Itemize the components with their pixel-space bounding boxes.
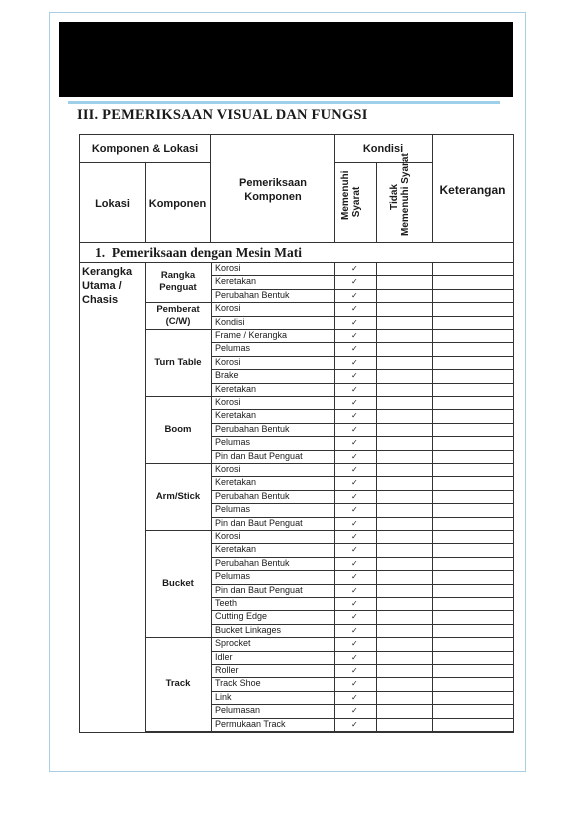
- pemeriksaan-item: Frame / Kerangka: [215, 330, 288, 340]
- pemeriksaan-item: Pelumas: [215, 437, 251, 448]
- pemeriksaan-item: Keretakan: [215, 477, 257, 488]
- pemeriksaan-item: Roller: [215, 665, 239, 675]
- check-mark-icon: ✓: [351, 558, 358, 568]
- header-memenuhi-text: Memenuhi Syarat: [340, 170, 362, 220]
- komponen-cell: Boom: [164, 423, 192, 435]
- pemeriksaan-item: Keretakan: [215, 383, 257, 394]
- komponen-cell: Turn Table: [154, 356, 202, 368]
- header-tidak-memenuhi: [389, 153, 411, 236]
- header-memenuhi: [340, 163, 362, 241]
- komponen-cell: Rangka Penguat: [159, 270, 197, 294]
- check-mark-icon: ✓: [351, 639, 358, 649]
- row-divider: [211, 409, 513, 410]
- check-mark-icon: ✓: [351, 478, 358, 488]
- pemeriksaan-item: Bucket Linkages: [215, 624, 282, 635]
- row-divider: [211, 651, 513, 652]
- section-title: III. PEMERIKSAAN VISUAL DAN FUNGSI: [77, 107, 368, 123]
- row-divider: [211, 369, 513, 370]
- pemeriksaan-item: Pin dan Baut Penguat: [215, 517, 303, 528]
- check-mark-icon: ✓: [351, 398, 358, 407]
- check-mark-icon: ✓: [351, 290, 358, 300]
- row-divider: [211, 597, 513, 598]
- check-mark-icon: ✓: [351, 371, 358, 381]
- header-komponen: Komponen: [148, 198, 207, 210]
- row-divider: [211, 691, 513, 692]
- header-pemeriksaan: Pemeriksaan Komponen: [239, 177, 307, 203]
- check-mark-icon: ✓: [351, 599, 358, 608]
- redacted-header-block: [59, 22, 513, 97]
- row-divider: [211, 275, 513, 276]
- check-mark-icon: ✓: [351, 277, 358, 287]
- pemeriksaan-item: Pelumas: [215, 571, 251, 582]
- pemeriksaan-item: Perubahan Bentuk: [215, 289, 290, 300]
- check-mark-icon: ✓: [351, 572, 358, 582]
- check-mark-icon: ✓: [351, 719, 358, 729]
- column-divider: [432, 262, 433, 731]
- pemeriksaan-item: Keretakan: [215, 410, 257, 421]
- pemeriksaan-item: Sprocket: [215, 638, 251, 649]
- pemeriksaan-item: Pelumas: [215, 343, 251, 354]
- row-divider: [211, 383, 513, 384]
- pemeriksaan-item: Perubahan Bentuk: [215, 423, 290, 434]
- pemeriksaan-item: Korosi: [215, 397, 241, 407]
- header-komponen-lokasi: Komponen & Lokasi: [91, 143, 199, 155]
- subsection-title: 1. Pemeriksaan dengan Mesin Mati: [95, 245, 302, 260]
- check-mark-icon: ✓: [351, 505, 358, 515]
- check-mark-icon: ✓: [351, 532, 358, 541]
- pemeriksaan-item: Korosi: [215, 356, 241, 367]
- check-mark-icon: ✓: [351, 317, 358, 327]
- header-tidak-text: Tidak: [389, 184, 400, 210]
- pemeriksaan-item: Track Shoe: [215, 678, 261, 689]
- pemeriksaan-item: Pin dan Baut Penguat: [215, 450, 303, 461]
- pemeriksaan-item: Keretakan: [215, 544, 257, 555]
- check-mark-icon: ✓: [351, 706, 358, 716]
- row-divider: [211, 342, 513, 343]
- check-mark-icon: ✓: [351, 451, 358, 461]
- row-divider: [211, 436, 513, 437]
- pemeriksaan-item: Korosi: [215, 303, 241, 314]
- komponen-cell: Pemberat (C/W): [156, 303, 200, 327]
- check-mark-icon: ✓: [351, 357, 358, 367]
- header-tidak-memenuhi-text: Memenuhi Syarat: [400, 153, 411, 236]
- pemeriksaan-item: Link: [215, 691, 232, 702]
- pemeriksaan-item: Kondisi: [215, 316, 245, 327]
- komponen-cell: Arm/Stick: [155, 490, 201, 502]
- header-keterangan: Keterangan: [439, 183, 506, 197]
- row-divider: [211, 316, 513, 317]
- column-divider: [376, 262, 377, 731]
- check-mark-icon: ✓: [351, 585, 358, 595]
- pemeriksaan-item: Brake: [215, 370, 239, 381]
- check-mark-icon: ✓: [351, 679, 358, 689]
- row-divider: [211, 664, 513, 665]
- header-lokasi: Lokasi: [95, 198, 130, 210]
- check-mark-icon: ✓: [351, 344, 358, 354]
- check-mark-icon: ✓: [351, 625, 358, 635]
- check-mark-icon: ✓: [351, 692, 358, 702]
- pemeriksaan-item: Pelumas: [215, 504, 251, 515]
- pemeriksaan-item: Permukaan Track: [215, 718, 286, 729]
- lokasi-label: Kerangka Utama / Chasis: [82, 266, 133, 306]
- check-mark-icon: ✓: [351, 545, 358, 555]
- pemeriksaan-item: Pin dan Baut Penguat: [215, 584, 303, 595]
- check-mark-icon: ✓: [351, 384, 358, 394]
- row-divider: [145, 731, 513, 732]
- row-divider: [211, 356, 513, 357]
- check-mark-icon: ✓: [351, 491, 358, 501]
- check-mark-icon: ✓: [351, 264, 358, 273]
- check-mark-icon: ✓: [351, 518, 358, 528]
- pemeriksaan-item: Pelumasan: [215, 705, 261, 716]
- pemeriksaan-item: Korosi: [215, 263, 241, 273]
- check-mark-icon: ✓: [351, 411, 358, 421]
- check-mark-icon: ✓: [351, 438, 358, 448]
- row-divider: [211, 543, 513, 544]
- pemeriksaan-item: Keretakan: [215, 276, 257, 287]
- row-divider: [211, 503, 513, 504]
- check-mark-icon: ✓: [351, 666, 358, 675]
- check-mark-icon: ✓: [351, 612, 358, 622]
- pemeriksaan-item: Cutting Edge: [215, 611, 268, 622]
- column-divider: [211, 262, 212, 731]
- row-divider: [211, 476, 513, 477]
- pemeriksaan-item: Perubahan Bentuk: [215, 490, 290, 501]
- column-divider: [334, 262, 335, 731]
- komponen-cell: Bucket: [162, 577, 194, 589]
- pemeriksaan-item: Korosi: [215, 464, 241, 474]
- check-mark-icon: ✓: [351, 465, 358, 474]
- pemeriksaan-item: Idler: [215, 651, 233, 662]
- komponen-cell: Track: [165, 678, 191, 690]
- check-mark-icon: ✓: [351, 304, 358, 314]
- header-kondisi: Kondisi: [362, 143, 404, 155]
- check-mark-icon: ✓: [351, 331, 358, 340]
- check-mark-icon: ✓: [351, 652, 358, 662]
- row-divider: [211, 570, 513, 571]
- title-rule: [68, 101, 500, 104]
- pemeriksaan-item: Perubahan Bentuk: [215, 557, 290, 568]
- pemeriksaan-item: Korosi: [215, 531, 241, 541]
- check-mark-icon: ✓: [351, 424, 358, 434]
- pemeriksaan-item: Teeth: [215, 598, 238, 608]
